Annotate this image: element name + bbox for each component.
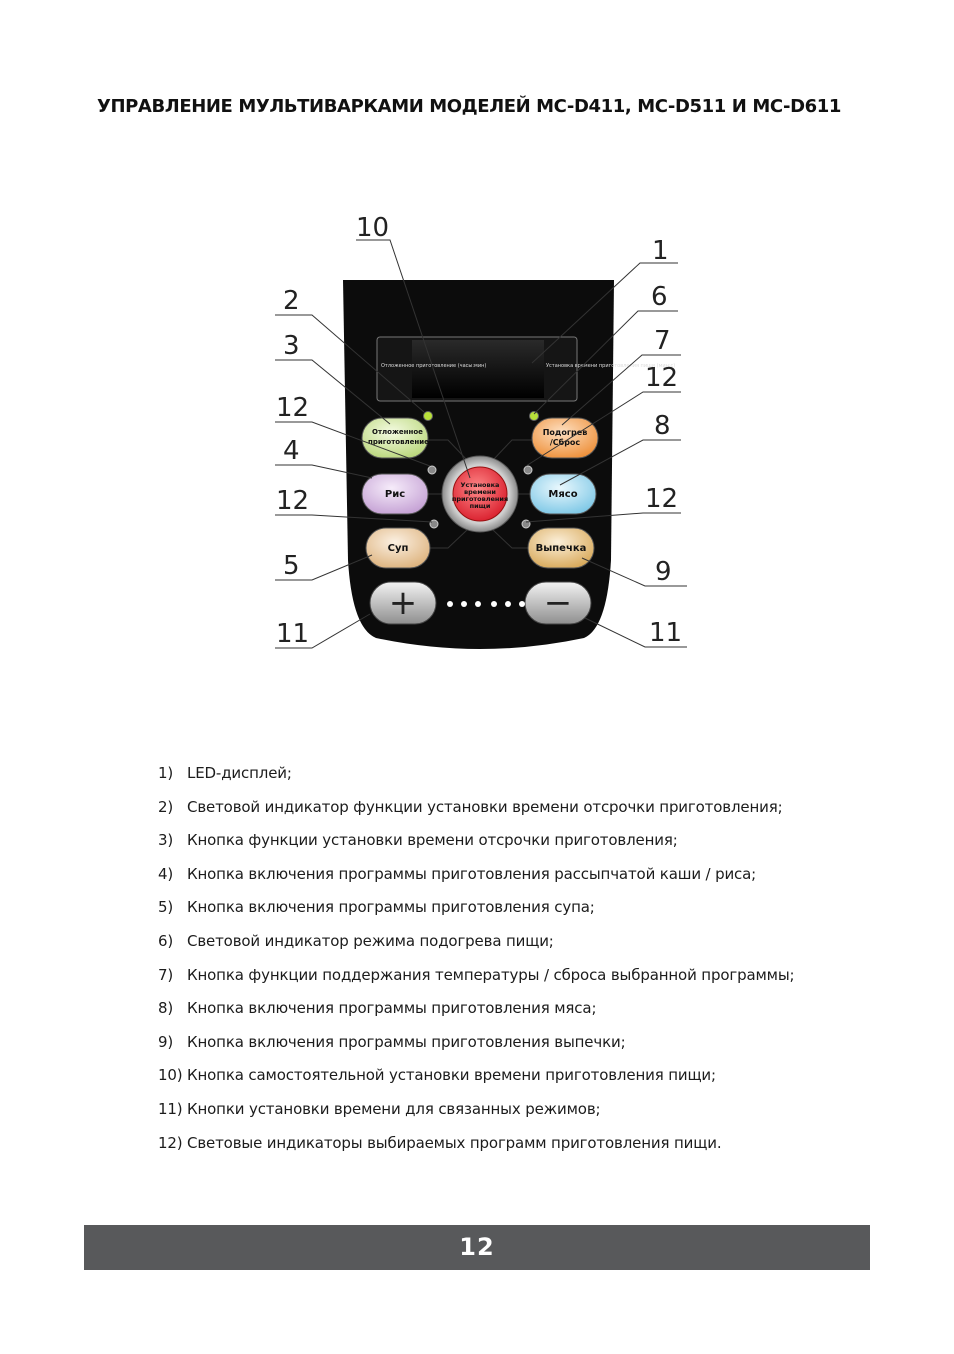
callout-12-right-a: 12: [645, 363, 679, 393]
svg-text:времени: времени: [464, 488, 496, 496]
legend-item: 3) Кнопка функции установки времени отсрочки приготовления;: [158, 831, 678, 850]
legend-item: 4) Кнопка включения программы приготовления рассыпчатой каши / риса;: [158, 864, 757, 883]
rice-indicator-led: [428, 466, 436, 474]
callout-12-right-b: 12: [645, 484, 679, 514]
svg-text:пищи: пищи: [469, 502, 491, 510]
footer-bar: [84, 1225, 870, 1270]
svg-text:Выпечка: Выпечка: [535, 543, 587, 554]
bakery-indicator-led: [522, 520, 530, 528]
minus-button[interactable]: [525, 582, 591, 624]
legend-item: 12) Световые индикаторы выбираемых программ приготовления пищи.: [158, 1133, 722, 1152]
svg-text:Установка: Установка: [460, 481, 500, 489]
callout-5: 5: [283, 551, 300, 581]
set-time-button[interactable]: [442, 456, 518, 532]
page-number: 12: [459, 1233, 495, 1261]
legend-item: 6) Световой индикатор режима подогрева пищи;: [158, 931, 554, 950]
callout-6: 6: [651, 282, 668, 312]
legend-item: 7) Кнопка функции поддержания температуры / сброса выбранной программы;: [158, 965, 795, 984]
svg-text:+: +: [388, 583, 418, 623]
legend-item: 9) Кнопка включения программы приготовления выпечки;: [158, 1032, 626, 1051]
keep-warm-reset-button[interactable]: [532, 418, 598, 458]
display-right-caption: Установка времени приготовления пищи (мин:с): [546, 363, 676, 369]
svg-text:Отложенное: Отложенное: [372, 428, 423, 436]
rice-button[interactable]: [362, 474, 428, 514]
callout-8: 8: [654, 411, 671, 441]
callout-7: 7: [654, 326, 671, 356]
soup-indicator-led: [430, 520, 438, 528]
legend-list: [158, 760, 838, 1163]
svg-text:Подогрев: Подогрев: [542, 428, 588, 437]
display-left-caption: Отложенное приготовление (часы:мин): [381, 363, 487, 369]
svg-text:приготовления: приготовления: [451, 495, 509, 503]
callout-10: 10: [356, 213, 390, 243]
page-title: УПРАВЛЕНИЕ МУЛЬТИВАРКАМИ МОДЕЛЕЙ MC-D411, MC-D511 И MC-D611: [97, 96, 842, 117]
dots-left: [447, 601, 481, 607]
plus-button[interactable]: [370, 582, 436, 624]
dots-right: [491, 601, 525, 607]
delay-indicator-led: [424, 412, 433, 421]
legend-item: 11) Кнопки установки времени для связанных режимов;: [158, 1099, 601, 1118]
svg-text:приготовление: приготовление: [368, 438, 429, 446]
legend-item: 1) LED-дисплей;: [158, 764, 292, 782]
meat-button[interactable]: [530, 474, 596, 514]
legend-item: 10) Кнопка самостоятельной установки времени приготовления пищи;: [158, 1066, 716, 1085]
delay-start-button[interactable]: [362, 418, 429, 458]
soup-button[interactable]: [366, 528, 430, 568]
legend-item: 8) Кнопка включения программы приготовления мяса;: [158, 999, 597, 1018]
callout-12-left-a: 12: [276, 393, 310, 423]
callout-11-right: 11: [649, 618, 683, 648]
svg-text:−: −: [543, 583, 573, 623]
callout-2: 2: [283, 286, 300, 316]
warm-indicator-led: [530, 412, 539, 421]
svg-text:Мясо: Мясо: [548, 489, 578, 500]
svg-text:/Сброс: /Сброс: [549, 438, 581, 447]
meat-indicator-led: [524, 466, 532, 474]
bakery-button[interactable]: [528, 528, 594, 568]
callout-1: 1: [652, 236, 669, 266]
legend-item: 5) Кнопка включения программы приготовления супа;: [158, 898, 595, 917]
callout-12-left-b: 12: [276, 486, 310, 516]
led-display: [412, 340, 544, 398]
callout-11-left: 11: [276, 619, 310, 649]
svg-text:Рис: Рис: [384, 489, 406, 500]
callout-9: 9: [655, 557, 672, 587]
callout-4: 4: [283, 436, 300, 466]
callout-3: 3: [283, 331, 300, 361]
legend-item: 2) Световой индикатор функции установки времени отсрочки приготовления;: [158, 797, 783, 816]
svg-text:Суп: Суп: [387, 543, 409, 554]
